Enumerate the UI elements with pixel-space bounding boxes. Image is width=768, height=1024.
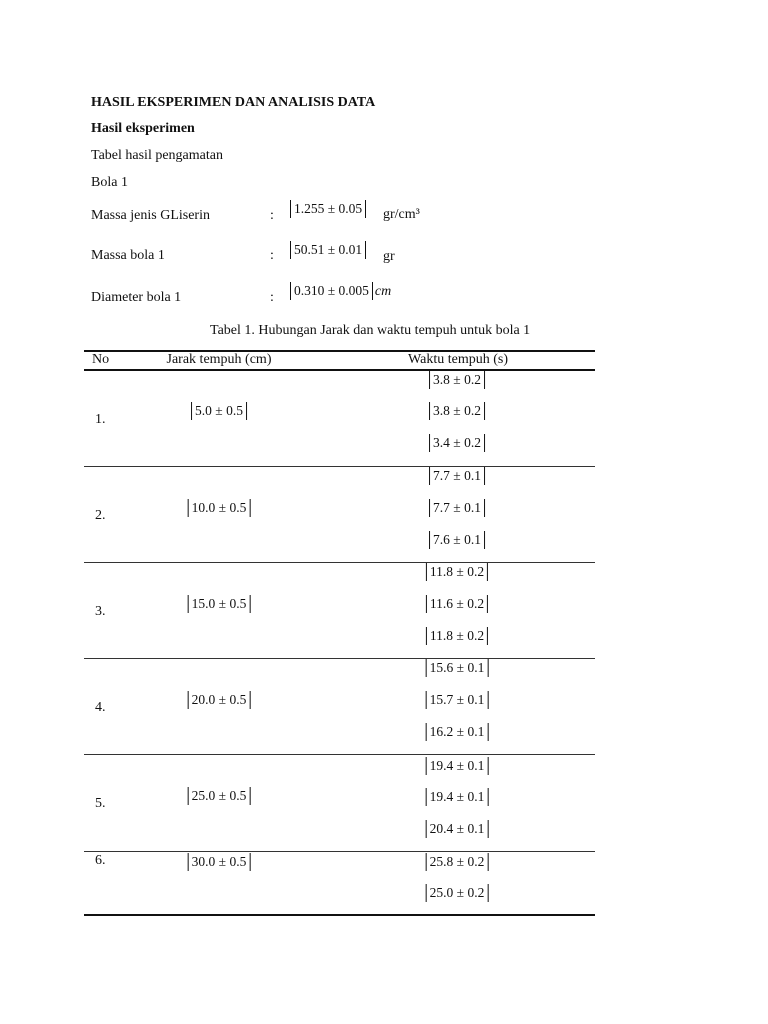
waktu-value: 25.0 ± 0.2 (426, 884, 489, 902)
table-header-waktu: Waktu tempuh (s) (408, 352, 508, 367)
measurement-label: Massa jenis GLiserin (91, 208, 210, 223)
waktu-value: 11.6 ± 0.2 (426, 595, 488, 613)
waktu-value: 25.8 ± 0.2 (426, 853, 489, 871)
measurement-colon: : (270, 248, 274, 263)
waktu-value: 3.8 ± 0.2 (429, 371, 485, 389)
table-header-rule (84, 369, 595, 371)
measurement-value-group (290, 282, 391, 301)
ball-label: Bola 1 (91, 175, 128, 190)
table-row-divider (84, 466, 595, 467)
measurement-unit: cm (374, 284, 392, 299)
waktu-value: 19.4 ± 0.1 (426, 788, 489, 806)
table-top-rule (84, 350, 595, 352)
waktu-value: 7.7 ± 0.1 (429, 499, 485, 517)
measurement-colon: : (270, 290, 274, 305)
table-row-divider (84, 562, 595, 563)
measurement-value: 1.255 ± 0.05 (290, 200, 366, 218)
measurement-unit: gr/cm³ (383, 207, 420, 222)
table-row-divider (84, 851, 595, 852)
table-header-no: No (92, 352, 110, 367)
measurement-value: 0.310 ± 0.005 (290, 282, 373, 300)
waktu-value: 3.4 ± 0.2 (429, 434, 485, 452)
table-caption: Tabel 1. Hubungan Jarak dan waktu tempuh untuk bola 1 (210, 323, 531, 338)
document-title: HASIL EKSPERIMEN DAN ANALISIS DATA (91, 95, 376, 110)
waktu-value: 11.8 ± 0.2 (426, 563, 488, 581)
waktu-value: 15.7 ± 0.1 (426, 691, 489, 709)
section-subtitle: Hasil eksperimen (91, 121, 195, 136)
waktu-value: 16.2 ± 0.1 (426, 723, 489, 741)
measurement-colon: : (270, 208, 274, 223)
jarak-value: 15.0 ± 0.5 (188, 595, 251, 613)
measurement-label: Massa bola 1 (91, 248, 165, 263)
table-intro-text: Tabel hasil pengamatan (91, 148, 223, 163)
measurement-unit: gr (383, 249, 395, 264)
row-number: 3. (95, 604, 106, 619)
waktu-value: 19.4 ± 0.1 (426, 757, 489, 775)
waktu-value: 11.8 ± 0.2 (426, 627, 488, 645)
waktu-value: 7.7 ± 0.1 (429, 467, 485, 485)
waktu-value: 20.4 ± 0.1 (426, 820, 489, 838)
table-row-divider (84, 658, 595, 659)
waktu-value: 3.8 ± 0.2 (429, 402, 485, 420)
jarak-value: 10.0 ± 0.5 (188, 499, 251, 517)
row-number: 5. (95, 796, 106, 811)
jarak-value: 20.0 ± 0.5 (188, 691, 251, 709)
measurement-label: Diameter bola 1 (91, 290, 182, 305)
waktu-value: 15.6 ± 0.1 (426, 659, 489, 677)
table-row-divider (84, 754, 595, 755)
jarak-value: 30.0 ± 0.5 (188, 853, 251, 871)
row-number: 2. (95, 508, 106, 523)
row-number: 6. (95, 853, 106, 868)
row-number: 1. (95, 412, 106, 427)
measurement-value: 50.51 ± 0.01 (290, 241, 366, 259)
row-number: 4. (95, 700, 106, 715)
waktu-value: 7.6 ± 0.1 (429, 531, 485, 549)
table-header-jarak: Jarak tempuh (cm) (166, 352, 272, 367)
jarak-value: 25.0 ± 0.5 (188, 787, 251, 805)
table-bottom-rule (84, 914, 595, 916)
jarak-value: 5.0 ± 0.5 (191, 402, 247, 420)
